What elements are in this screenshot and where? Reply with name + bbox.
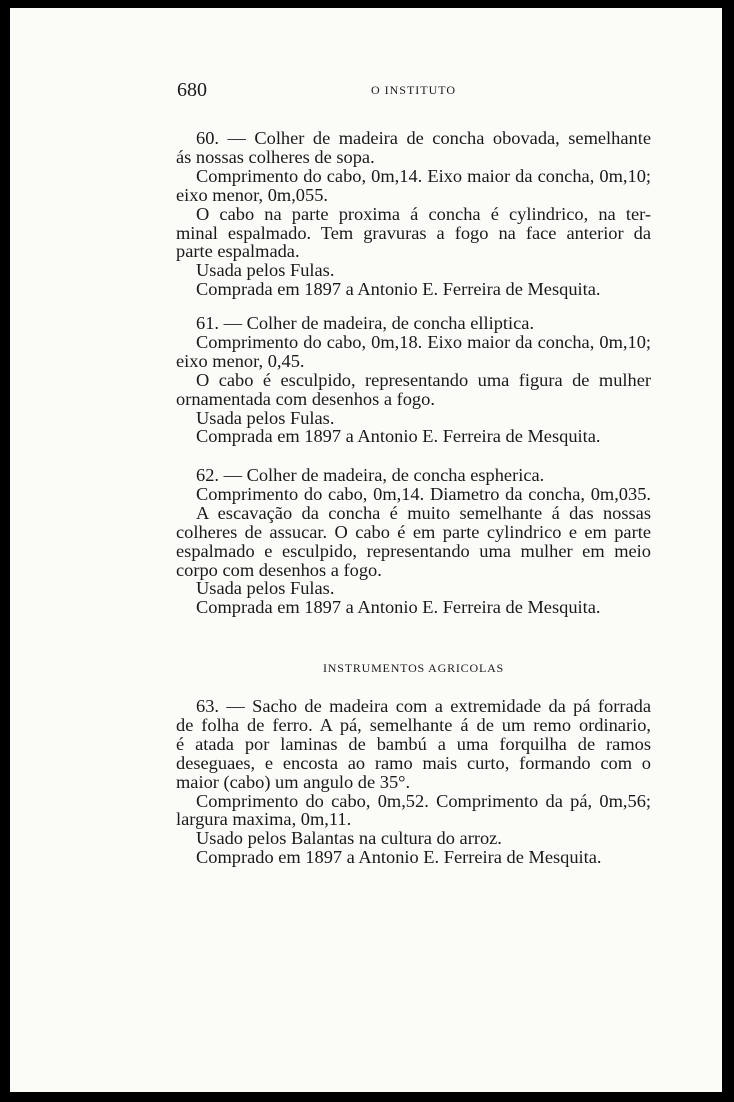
entry-line: deseguaes, e encosta ao ramo mais curto, formando com o — [176, 752, 651, 773]
catalog-entry-62 — [176, 466, 651, 617]
entry-line: Comprimento do cabo, 0m,14. Eixo maior da concha, 0m,10; — [196, 165, 651, 186]
entry-line: espalmado e esculpido, representando uma mulher em meio — [176, 540, 651, 561]
entry-line: de folha de ferro. A pá, semelhante á de um remo ordinario, — [176, 714, 651, 735]
entry-line: 63. — Sacho de madeira com a extremidade da pá forrada — [196, 696, 651, 716]
entry-line: Usado pelos Balantas na cultura do arroz. — [196, 828, 502, 849]
entry-line: 61. — Colher de madeira, de concha elliptica. — [196, 313, 535, 333]
catalog-entry-63 — [176, 697, 651, 867]
entry-line: Comprimento do cabo, 0m,52. Comprimento da pá, 0m,56; — [196, 790, 651, 811]
catalog-entry-61 — [176, 314, 651, 446]
entry-line: minal espalmado. Tem gravuras a fogo na face anterior da — [176, 222, 651, 243]
entry-line: é atada por laminas de bambú a uma forquilha de ramos — [176, 733, 651, 754]
catalog-entry-60 — [176, 129, 651, 299]
entry-line: maior (cabo) um angulo de 35°. — [176, 771, 411, 792]
entry-line: O cabo na parte proxima á concha é cylindrico, na ter- — [196, 203, 651, 224]
running-title: O INSTITUTO — [370, 83, 457, 97]
entry-line: Comprada em 1897 a Antonio E. Ferreira de Mesquita. — [196, 279, 601, 300]
entry-line: O cabo é esculpido, representando uma figura de mulher — [196, 369, 651, 390]
entry-line: Usada pelos Fulas. — [196, 407, 335, 428]
entry-line: eixo menor, 0,45. — [176, 350, 305, 371]
entry-line: Usada pelos Fulas. — [196, 260, 335, 281]
entry-line: ás nossas colheres de sopa. — [176, 146, 375, 167]
entry-line: eixo menor, 0m,055. — [176, 184, 328, 205]
page-number: 680 — [177, 79, 207, 101]
entry-line: Comprada em 1897 a Antonio E. Ferreira de Mesquita. — [196, 597, 601, 618]
entry-line: 62. — Colher de madeira, de concha espherica. — [196, 465, 545, 485]
page-header — [176, 79, 651, 101]
entry-line: Usada pelos Fulas. — [196, 578, 335, 599]
book-page — [10, 8, 722, 1092]
entry-line: 60. — Colher de madeira de concha obovada, semelhante — [196, 128, 651, 148]
entry-line: Comprado em 1897 a Antonio E. Ferreira de Mesquita. — [196, 847, 602, 868]
entry-line: Comprimento do cabo, 0m,14. Diametro da concha, 0m,035. — [196, 483, 651, 504]
entry-line: corpo com desenhos a fogo. — [176, 559, 382, 580]
entry-line: colheres de assucar. O cabo é em parte cylindrico e em parte — [176, 521, 651, 542]
entry-line: A escavação da concha é muito semelhante á das nossas — [196, 502, 651, 523]
entry-line: ornamentada com desenhos a fogo. — [176, 388, 435, 409]
entry-line: Comprimento do cabo, 0m,18. Eixo maior da concha, 0m,10; — [196, 331, 651, 352]
section-heading: INSTRUMENTOS AGRICOLAS — [322, 661, 505, 675]
entry-line: Comprada em 1897 a Antonio E. Ferreira de Mesquita. — [196, 426, 601, 447]
entry-line: parte espalmada. — [176, 241, 300, 262]
entry-line: largura maxima, 0m,11. — [176, 809, 352, 830]
